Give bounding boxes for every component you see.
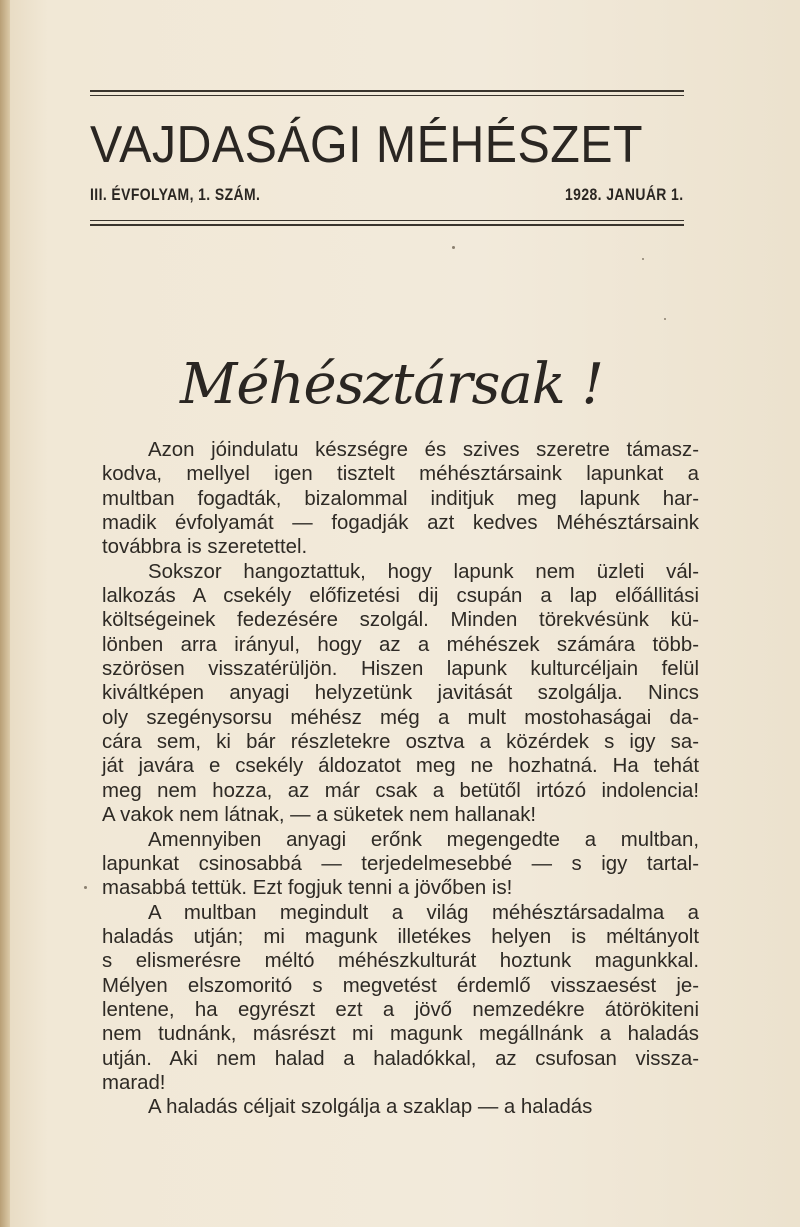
article-line: A multban megindult a világ méhésztársadalma a: [148, 901, 699, 924]
issue-line: [90, 185, 684, 211]
article-line: Amennyiben anyagi erőnk megengedte a multban,: [148, 828, 699, 851]
article-line: szörösen visszatérüljön. Hiszen lapunk kulturcéljain felül: [102, 658, 699, 681]
article-line: A haladás céljait szolgálja a szaklap — a haladás: [148, 1096, 593, 1119]
masthead-bottom-rule: [90, 224, 684, 226]
masthead-top-rule-thin: [90, 95, 684, 96]
article-line: lalkozás A csekély előfizetési dij csupán a lap előállitási: [102, 585, 699, 608]
article-line: oly szegénysorsu méhész még a mult mostohaságai da-: [102, 706, 699, 729]
article-line: s elismerésre méltó méhészkulturát hoztunk magunkkal.: [102, 950, 699, 973]
article-line: cára sem, ki bár részletekre osztva a közérdek s igy sa-: [102, 731, 699, 754]
article-line: masabbá tettük. Ezt fogjuk tenni a jövőben is!: [102, 877, 513, 900]
paper-speck: [84, 886, 87, 889]
article-line: utján. Aki nem halad a haladókkal, az csufosan vissza-: [102, 1047, 699, 1070]
article-line: kodva, mellyel igen tisztelt méhésztársaink lapunkat a: [102, 463, 699, 486]
article-line: haladás utján; mi magunk illetékes helyen is méltányolt: [102, 925, 699, 948]
article-line: meg nem hozza, az már csak a betütől irtózó indolencia!: [102, 779, 699, 802]
article-line: multban fogadták, bizalommal inditjuk meg lapunk har-: [102, 487, 699, 510]
masthead-top-rule: [90, 90, 684, 92]
article-line: lentene, ha egyrészt ezt a jövő nemzedékre átörökiteni: [102, 998, 699, 1021]
article-line: lönben arra irányul, hogy az a méhészek számára több-: [102, 633, 699, 656]
article-line: Azon jóindulatu készségre és szives szeretre támasz-: [148, 439, 699, 461]
article-line: ját javára e csekély áldozatot meg ne hozhatná. Ha tehát: [102, 755, 699, 778]
paper-speck: [642, 258, 644, 260]
paper-speck: [664, 318, 666, 320]
masthead-bottom-rule-thin: [90, 220, 684, 221]
article-line: kiváltképen anyagi helyzetünk javitását szolgálja. Nincs: [102, 682, 699, 705]
masthead-title: VAJDASÁGI MÉHÉSZET: [90, 116, 643, 174]
article-line: nem tudnánk, másrészt mi magunk megállnánk a haladás: [102, 1023, 699, 1046]
article-line: Sokszor hangoztattuk, hogy lapunk nem üzleti vál-: [148, 560, 699, 583]
paper-speck: [452, 246, 455, 249]
issue-date: 1928. JANUÁR 1.: [565, 185, 684, 204]
article-line: madik évfolyamát — fogadják azt kedves Méhésztársaink: [102, 512, 699, 535]
article-body: [102, 438, 699, 1120]
article-line: lapunkat csinosabbá — terjedelmesebbé — s igy tartal-: [102, 852, 699, 875]
article-line: továbbra is szeretettel.: [102, 536, 308, 559]
article-line: Mélyen elszomoritó s megvetést érdemlő visszaesést je-: [102, 974, 699, 997]
article-line: marad!: [102, 1071, 166, 1094]
article-line: költségeinek fedezésére szolgál. Minden törekvésünk kü-: [102, 609, 699, 632]
article-line: A vakok nem látnak, — a süketek nem hallanak!: [102, 804, 537, 827]
volume-number: III. ÉVFOLYAM, 1. SZÁM.: [90, 185, 261, 204]
page-binding-edge: [0, 0, 10, 1227]
article-heading: Méhésztársak !: [180, 352, 603, 417]
